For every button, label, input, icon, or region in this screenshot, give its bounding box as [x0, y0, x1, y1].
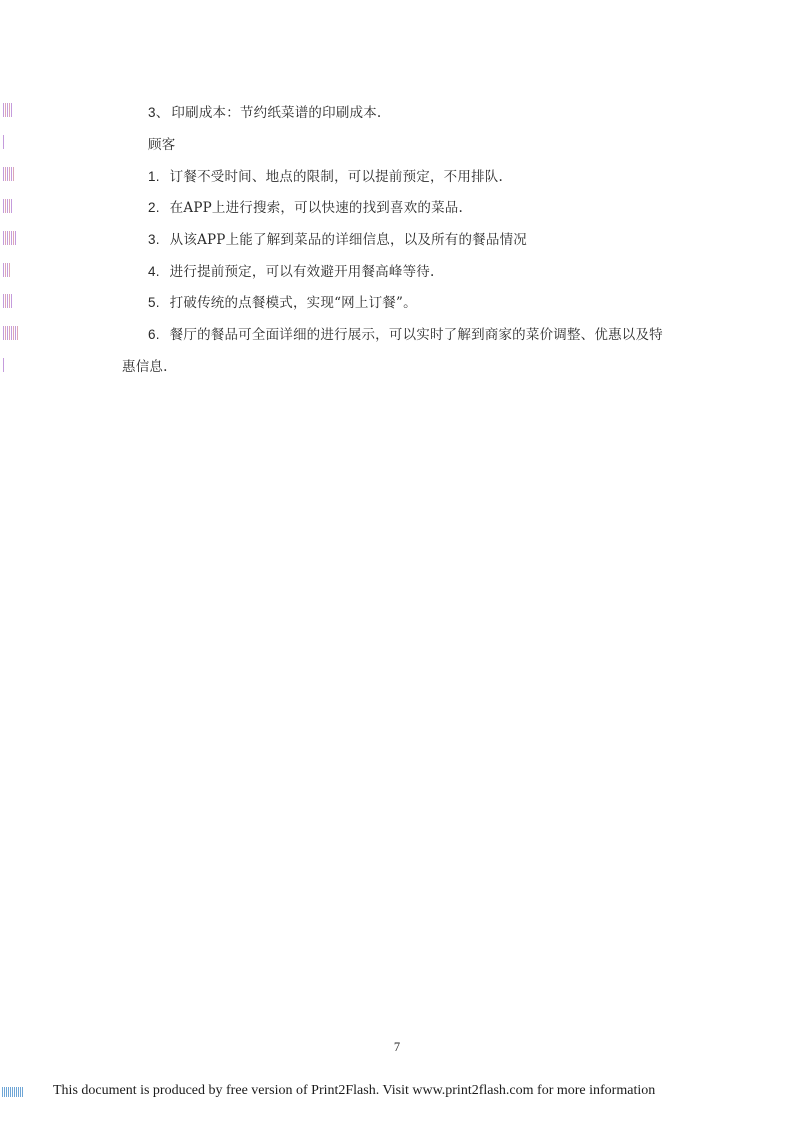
list-number: 6.: [148, 327, 160, 342]
page-number: 7: [393, 1040, 401, 1054]
margin-mark-icon: [3, 263, 11, 277]
line-text: 惠信息.: [122, 359, 168, 375]
margin-mark-icon: [3, 103, 12, 117]
list-number: 4.: [148, 264, 160, 279]
list-number: 1.: [148, 169, 160, 184]
margin-mark-icon: [3, 199, 13, 213]
list-item: [148, 263, 434, 281]
list-number: 3、: [148, 105, 170, 120]
list-item: [148, 199, 463, 217]
margin-mark-icon: [3, 358, 5, 372]
line-text: 进行提前预定，可以有效避开用餐高峰等待.: [169, 264, 435, 280]
list-item: [148, 294, 417, 312]
list-item: [148, 326, 663, 344]
line-text: 从该APP上能了解到菜品的详细信息，以及所有的餐品情况: [169, 232, 527, 248]
line-text: 在APP上进行搜索，可以快速的找到喜欢的菜品.: [169, 200, 463, 216]
list-item: [148, 168, 503, 186]
list-number: 3.: [148, 232, 160, 247]
footer-notice: This document is produced by free version of Print2Flash. Visit www.print2flash.com for more information: [53, 1083, 656, 1098]
line-text: 印刷成本：节约纸菜谱的印刷成本.: [171, 105, 382, 121]
section-heading: [148, 136, 175, 154]
margin-mark-icon: [3, 231, 16, 245]
line-text: 餐厅的餐品可全面详细的进行展示，可以实时了解到商家的菜价调整、优惠以及特: [169, 327, 663, 343]
line-text: 顾客: [148, 137, 176, 153]
line-text: 订餐不受时间、地点的限制，可以提前预定，不用排队.: [169, 169, 503, 185]
body-line-1: [148, 104, 381, 122]
margin-mark-icon: [3, 135, 5, 149]
margin-mark-icon: [3, 167, 14, 181]
print2flash-logo-icon: [2, 1087, 24, 1097]
list-number: 2.: [148, 200, 160, 215]
list-item: [148, 231, 527, 249]
line-text: 打破传统的点餐模式，实现“网上订餐”。: [169, 295, 417, 311]
margin-mark-icon: [3, 326, 19, 340]
list-number: 5.: [148, 295, 160, 310]
list-item-continuation: [122, 358, 168, 376]
margin-mark-icon: [3, 294, 12, 308]
